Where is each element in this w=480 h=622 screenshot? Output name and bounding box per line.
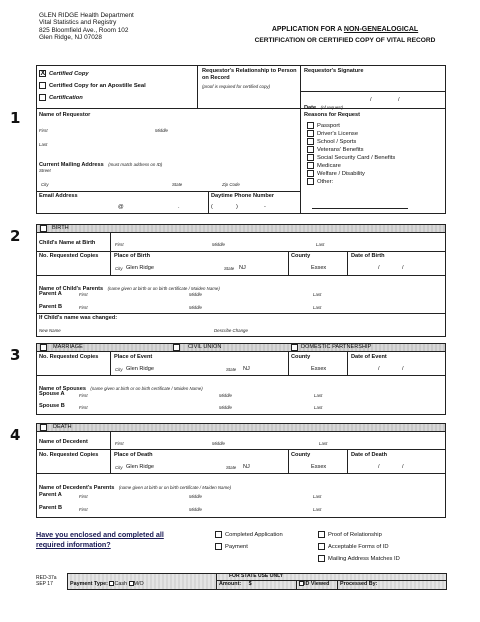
requestor-middle: Middle xyxy=(155,128,168,133)
reason-drivers-license[interactable] xyxy=(307,130,395,138)
department-address xyxy=(39,12,134,42)
decedent-parent-b-middle: Middle xyxy=(189,507,202,512)
dept-line-1: GLEN RIDGE Health Department xyxy=(39,12,134,19)
decedent-parents-label: Name of Decedent's Parents xyxy=(39,485,115,491)
domestic-partnership-checkbox[interactable] xyxy=(291,344,298,351)
checkbox[interactable] xyxy=(39,94,46,101)
event-place-label: Place of Event xyxy=(114,354,153,360)
event-county-label: County xyxy=(291,354,311,360)
new-name-label: New Name xyxy=(39,328,61,333)
requestor-first: First xyxy=(39,128,48,133)
form-subtitle: CERTIFICATION OR CERTIFIED COPY OF VITAL RECORD xyxy=(254,37,436,44)
payment-type-field xyxy=(70,581,144,588)
birth-checkbox[interactable] xyxy=(40,225,47,232)
checkbox[interactable] xyxy=(307,130,314,137)
parent-a-middle: Middle xyxy=(189,292,202,297)
parent-a-last: Last xyxy=(313,292,322,297)
date-separator: / xyxy=(398,97,400,103)
spouse-a-label: Spouse A xyxy=(39,391,65,397)
reason-other[interactable] xyxy=(307,178,395,186)
mailing-address-note: (must match address on ID) xyxy=(108,162,163,167)
apostille-label xyxy=(49,83,146,89)
divider xyxy=(36,473,446,474)
mailing-address-heading xyxy=(39,153,162,171)
divider xyxy=(288,352,289,375)
divider xyxy=(208,191,209,214)
divider xyxy=(36,275,446,276)
divider xyxy=(296,580,297,590)
question-line-1: Have you enclosed and completed all xyxy=(36,530,164,539)
checkbox[interactable] xyxy=(307,154,314,161)
divider xyxy=(216,573,217,590)
divider xyxy=(36,449,446,450)
section-number-2: 2 xyxy=(10,227,21,245)
child-middle: Middle xyxy=(212,242,225,247)
amount-label: Amount: xyxy=(219,581,242,587)
phone-dash: - xyxy=(264,204,266,210)
signature-label: Requestor's Signature xyxy=(304,68,364,74)
decedent-parent-b-last: Last xyxy=(313,507,322,512)
reason-passport[interactable] xyxy=(307,122,395,130)
dept-line-4: Glen Ridge, NJ 07028 xyxy=(39,34,102,42)
describe-change-label: Describe Change xyxy=(214,328,248,333)
reason-label: Social Security Card / Benefits xyxy=(317,155,396,162)
civil-union-band-label: CIVIL UNION xyxy=(188,344,222,350)
dept-line-3: 825 Bloomfield Ave., Room 102 xyxy=(39,26,129,34)
divider xyxy=(300,91,446,92)
checkbox[interactable] xyxy=(307,146,314,153)
parent-a-label: Parent A xyxy=(39,291,62,297)
title-underlined: NON-GENEALOGICAL xyxy=(343,26,419,33)
acceptable-id-option[interactable] xyxy=(318,543,389,551)
completed-application-label: Completed Application xyxy=(225,532,283,539)
birth-band xyxy=(36,224,446,233)
payment-label: Payment xyxy=(225,544,248,551)
death-city-value: Glen Ridge xyxy=(126,464,154,470)
question-line-2: required information? xyxy=(36,540,111,549)
reason-label: Driver's License xyxy=(317,131,359,138)
address-street: Street xyxy=(39,168,51,173)
divider xyxy=(288,449,289,473)
divider xyxy=(197,65,198,108)
birth-state-label: State xyxy=(224,266,235,271)
reasons-list xyxy=(307,122,395,186)
marriage-checkbox[interactable] xyxy=(40,344,47,351)
event-city-label: City xyxy=(115,367,123,372)
checkbox[interactable] xyxy=(318,531,325,538)
spouses-note: (name given at birth or on birth certificate / Maiden Name) xyxy=(90,386,203,391)
divider xyxy=(36,375,446,376)
spouse-b-first: First xyxy=(79,405,88,410)
checkbox[interactable] xyxy=(215,531,222,538)
processed-by-label: Processed By: xyxy=(340,581,378,587)
reason-medicare[interactable] xyxy=(307,162,395,170)
death-county-value: Essex xyxy=(311,464,327,470)
decedent-parent-b-label: Parent B xyxy=(39,505,63,511)
spouse-a-first: First xyxy=(79,393,88,398)
decedent-parent-a-last: Last xyxy=(313,494,322,499)
death-county-label: County xyxy=(291,452,311,458)
date-separator: / xyxy=(378,265,380,271)
decedent-parents-note: (name given at birth or on birth certificate / Maiden Name) xyxy=(118,485,232,490)
decedent-parent-a-label: Parent A xyxy=(39,492,62,498)
mo-checkbox[interactable] xyxy=(129,581,134,586)
death-state-value: NJ xyxy=(243,464,250,470)
birth-state-value: NJ xyxy=(239,265,246,271)
form-date: SEP 17 xyxy=(36,581,53,587)
divider xyxy=(347,352,348,375)
reason-welfare[interactable] xyxy=(307,170,395,178)
death-state-label: State xyxy=(226,465,237,470)
dept-line-2: Vital Statistics and Registry xyxy=(39,19,117,27)
cash-checkbox[interactable] xyxy=(109,581,114,586)
certified-copy-option[interactable] xyxy=(39,70,89,78)
birth-band-label: BIRTH xyxy=(52,225,69,231)
child-last: Last xyxy=(316,242,325,247)
reasons-label: Reasons for Request xyxy=(304,112,360,118)
death-copies-label: No. Requested Copies xyxy=(39,452,99,458)
checkbox[interactable] xyxy=(215,543,222,550)
decedent-middle: Middle xyxy=(212,441,225,446)
requestor-last: Last xyxy=(39,142,48,147)
spouse-b-middle: Middle xyxy=(219,405,232,410)
form-id: RED-37a xyxy=(36,575,57,581)
checkbox[interactable] xyxy=(39,70,46,77)
parent-b-last: Last xyxy=(313,305,322,310)
event-state-label: State xyxy=(226,367,237,372)
spouse-a-middle: Middle xyxy=(219,393,232,398)
apostille-text: Certified Copy for an Apostille Seal xyxy=(49,83,146,90)
checkbox[interactable] xyxy=(307,170,314,177)
spouse-b-last: Last xyxy=(314,405,323,410)
decedent-parents-heading xyxy=(39,476,231,494)
decedent-parent-a-middle: Middle xyxy=(189,494,202,499)
parent-b-middle: Middle xyxy=(189,305,202,310)
date-separator: / xyxy=(402,265,404,271)
divider xyxy=(110,233,111,251)
decedent-first: First xyxy=(115,441,124,446)
checkbox[interactable] xyxy=(39,82,46,89)
divider xyxy=(110,449,111,473)
relationship-note: (proof is required for certified copy) xyxy=(202,84,271,89)
decedent-name-label: Name of Decedent xyxy=(39,439,88,445)
id-viewed-field xyxy=(299,581,329,588)
event-date-label: Date of Event xyxy=(351,354,387,360)
reason-label: Passport xyxy=(317,123,340,130)
marriage-copies-label: No. Requested Copies xyxy=(39,354,99,360)
divider xyxy=(288,251,289,275)
death-checkbox[interactable] xyxy=(40,424,47,431)
proof-relationship-option[interactable] xyxy=(318,531,382,539)
child-parents-note: (name given at birth or on birth certificate / Maiden Name) xyxy=(107,286,220,291)
email-dot: . xyxy=(178,204,180,210)
decedent-parent-b-first: First xyxy=(79,507,88,512)
death-date-label: Date of Death xyxy=(351,452,388,458)
divider xyxy=(36,313,446,314)
death-city-label: City xyxy=(115,465,123,470)
date-note: (of request) xyxy=(320,105,344,110)
mailing-matches-id-label: Mailing Address Matches ID xyxy=(328,556,400,563)
checkbox[interactable] xyxy=(307,178,314,185)
id-viewed-label: ID Viewed xyxy=(304,581,330,587)
divider xyxy=(36,108,446,109)
date-separator: / xyxy=(378,464,380,470)
marriage-band-label: MARRIAGE xyxy=(53,344,83,350)
death-section-frame xyxy=(36,423,446,518)
acceptable-id-label: Acceptable Forms of ID xyxy=(328,544,389,551)
address-zip: Zip Code xyxy=(222,182,240,187)
decedent-last: Last xyxy=(319,441,328,446)
certification-option[interactable] xyxy=(39,94,83,102)
divider xyxy=(347,449,348,473)
address-state: State xyxy=(172,182,183,187)
requestor-name-label: Name of Requestor xyxy=(39,112,91,118)
parent-a-first: First xyxy=(79,292,88,297)
date-separator: / xyxy=(402,366,404,372)
reason-label: Welfare / Disability xyxy=(317,171,365,178)
birth-copies-label: No. Requested Copies xyxy=(39,253,99,259)
death-band-label: DEATH xyxy=(53,424,72,430)
checklist-question xyxy=(36,530,164,550)
marriage-band xyxy=(36,343,446,352)
cash-label: Cash xyxy=(114,581,128,587)
divider xyxy=(110,432,111,449)
mo-label: M/O xyxy=(133,581,144,587)
event-county-value: Essex xyxy=(311,366,327,372)
parent-b-first: First xyxy=(79,305,88,310)
reason-label: Medicare xyxy=(317,163,341,170)
death-place-label: Place of Death xyxy=(114,452,153,458)
checkbox[interactable] xyxy=(307,138,314,145)
section-number-4: 4 xyxy=(10,426,21,444)
event-city-value: Glen Ridge xyxy=(126,366,154,372)
child-first: First xyxy=(115,242,124,247)
proof-relationship-label: Proof of Relationship xyxy=(328,532,382,539)
mailing-address-label: Current Mailing Address xyxy=(39,162,104,168)
spouses-label: Name of Spouses xyxy=(39,386,86,392)
address-city: City xyxy=(41,182,49,187)
certified-copy-label: Certified Copy xyxy=(49,71,89,78)
relationship-label: Requestor's Relationship to Person on Record xyxy=(202,68,297,81)
child-name-label: Child's Name at Birth xyxy=(39,240,96,246)
date-label: Date xyxy=(304,105,317,111)
divider xyxy=(300,65,301,214)
divider xyxy=(36,251,446,252)
section-number-3: 3 xyxy=(10,346,21,364)
reason-school-sports[interactable] xyxy=(307,138,395,146)
reason-label: Other: xyxy=(317,179,334,186)
reason-label: Veterans' Benefits xyxy=(317,147,364,154)
payment-type-label: Payment Type: xyxy=(70,581,108,587)
divider xyxy=(36,191,300,192)
civil-union-checkbox[interactable] xyxy=(173,344,180,351)
phone-label: Daytime Phone Number xyxy=(211,193,275,199)
birth-city-value: Glen Ridge xyxy=(126,265,154,271)
spouse-b-label: Spouse B xyxy=(39,403,65,409)
apostille-option[interactable] xyxy=(39,82,146,90)
birth-place-label: Place of Birth xyxy=(114,253,151,259)
checkbox[interactable] xyxy=(307,162,314,169)
birth-county-value: Essex xyxy=(311,265,327,271)
certification-label: Certification xyxy=(49,95,83,102)
amount-field xyxy=(219,581,252,588)
phone-open: ( xyxy=(211,204,213,210)
date-separator: / xyxy=(370,97,372,103)
event-state-value: NJ xyxy=(243,366,250,372)
date-separator: / xyxy=(378,366,380,372)
birth-date-label: Date of Birth xyxy=(351,253,385,259)
mailing-matches-id-option[interactable] xyxy=(318,555,400,563)
birth-county-label: County xyxy=(291,253,311,259)
phone-close: ) xyxy=(236,204,238,210)
payment-option[interactable] xyxy=(215,543,248,551)
email-label: Email Address xyxy=(39,193,78,199)
birth-city-label: City xyxy=(115,266,123,271)
email-at: @ xyxy=(118,204,124,210)
divider xyxy=(110,352,111,375)
checkbox[interactable] xyxy=(318,543,325,550)
completed-application-option[interactable] xyxy=(215,531,283,539)
checkbox[interactable] xyxy=(307,122,314,129)
divider xyxy=(347,251,348,275)
divider xyxy=(337,580,338,590)
dollar-sign: $ xyxy=(248,581,252,587)
title-prefix: APPLICATION FOR A xyxy=(271,26,344,33)
form-code xyxy=(36,575,57,587)
spouse-a-last: Last xyxy=(314,393,323,398)
checkbox[interactable] xyxy=(318,555,325,562)
other-reason-line[interactable] xyxy=(312,208,408,209)
form-title xyxy=(245,25,445,35)
section-number-1: 1 xyxy=(10,109,21,127)
child-parents-label: Name of Child's Parents xyxy=(39,286,104,292)
state-use-label: FOR STATE USE ONLY xyxy=(229,573,284,579)
domestic-partnership-band-label: DOMESTIC PARTNERSHIP xyxy=(301,344,372,350)
name-changed-label: If Child's name was changed: xyxy=(39,315,118,321)
death-band xyxy=(36,423,446,432)
divider xyxy=(110,251,111,275)
reason-veterans[interactable] xyxy=(307,146,395,154)
date-separator: / xyxy=(402,464,404,470)
id-viewed-checkbox[interactable] xyxy=(299,581,304,586)
decedent-parent-a-first: First xyxy=(79,494,88,499)
reason-label: School / Sports xyxy=(317,139,357,146)
reason-social-security[interactable] xyxy=(307,154,395,162)
parent-b-label: Parent B xyxy=(39,304,63,310)
